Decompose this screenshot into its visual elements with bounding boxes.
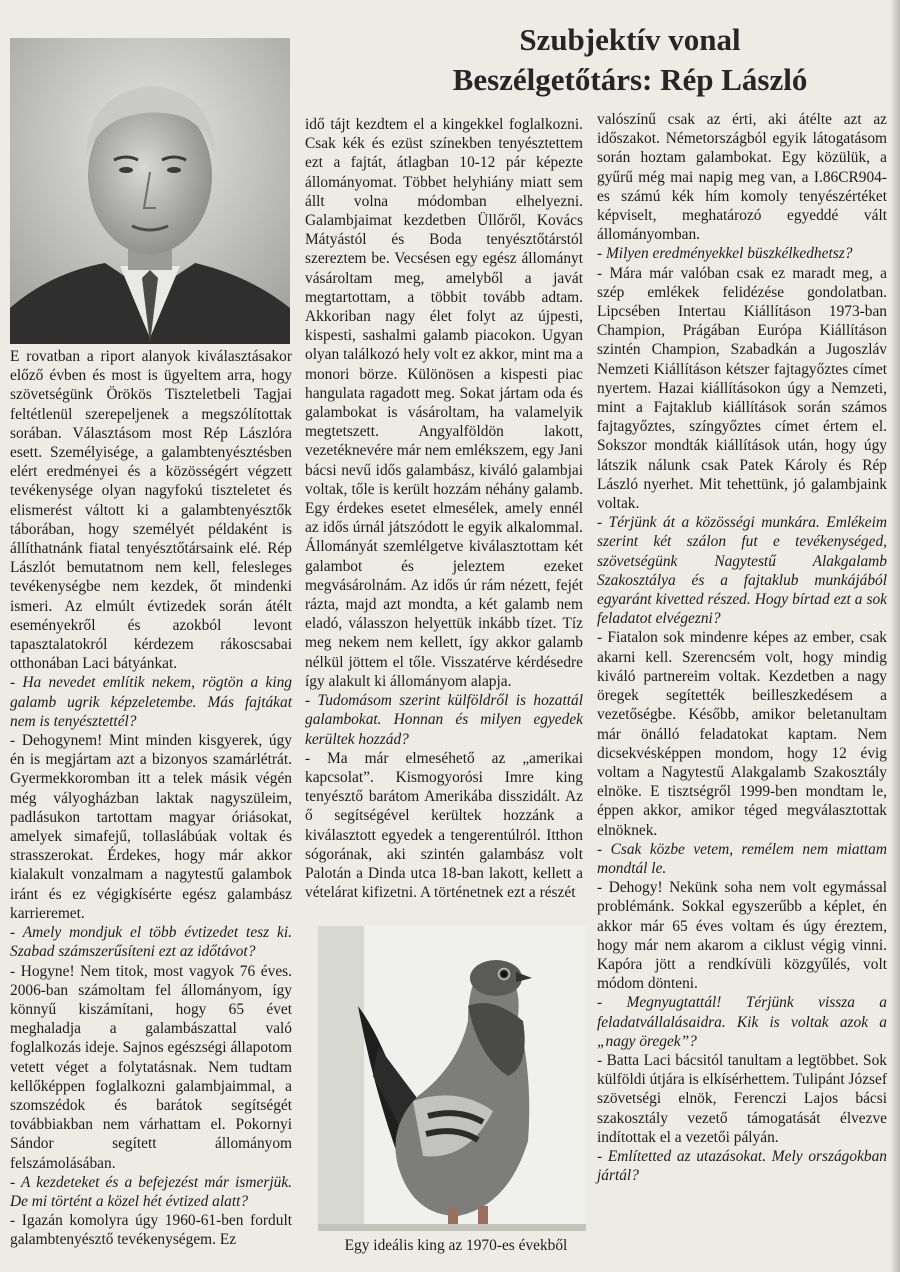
interview-question: - A kezdeteket és a befejezést már ismerjük. De mi történt a közel hét évtized alatt? bbox=[10, 1173, 292, 1210]
page-edge-shadow bbox=[890, 0, 900, 1272]
interview-answer: - Hogyne! Nem titok, most vagyok 76 éves. 2006-ban számoltam fel állományom, így könnyű kiszámítani, hogy 65 évet meghaladja a galambászattal való foglalkozás ideje. Sajnos egészségi állapotom vetett véget a folytatásnak. Nem tudtam kellőképpen foglalkozni galambjaimmal, a szomszédok és barátok segítségét továbbiakban nem várhattam el. Pokornyi Sándor segített állományom felszámolásában. bbox=[10, 962, 292, 1172]
article-title bbox=[380, 20, 880, 100]
interview-question: - Megnyugtattál! Térjünk vissza a feladatvállalásaidra. Kik is voltak azok a „nagy öregek”? bbox=[597, 994, 887, 1050]
pigeon-photo bbox=[318, 926, 586, 1231]
article-column-1 bbox=[10, 347, 292, 1250]
article-column-2 bbox=[305, 115, 583, 902]
interview-answer: - Fiatalon sok mindenre képes az ember, csak akarni kell. Szerencsém volt, hogy mindig kiváló partnereim voltak. Kezdetben a nagy öregek segítették beilleszkedésem a vezetőségbe. Később, amikor beletanultam már önálló feladatokat kaptam. Nem dicsekvésképpen mondom, hogy 12 évig voltam a Nagytestű Alakgalamb Szakosztály elnöke. E tisztségről 1999-ben mondtam le, éppen akkor, amikor téged megválasztottak elnöknek. bbox=[597, 629, 887, 839]
title-line-2: Beszélgetőtárs: Rép László bbox=[452, 62, 808, 97]
interview-question: - Tudomásom szerint külföldről is hozattál galambokat. Honnan és milyen egyedek kerültek hozzád? bbox=[305, 692, 583, 748]
interview-question: - Milyen eredményekkel büszkélkedhetsz? bbox=[597, 245, 853, 263]
pigeon-illustration bbox=[318, 926, 586, 1231]
portrait-illustration bbox=[10, 38, 290, 344]
interview-question: - Térjünk át a közösségi munkára. Emlékeim szerint két szálon fut e tevékenységed, szövetségünk Nagytestű Alakgalamb Szakosztálya és a fajtaklub munkájából egyaránt kivetted részed. Hogy bírtad ezt a sok feladatot elvégezni? bbox=[597, 514, 887, 628]
interview-question: - Csak közbe vetem, remélem nem miattam mondtál le. bbox=[597, 840, 887, 877]
intro-paragraph: E rovatban a riport alanyok kiválasztásakor előző évben és most is ügyeltem arra, hogy szövetségünk Örökös Tiszteletbeli Tagjai feltétlenül szerepeljenek a megszólítottak sorában. Választásom most Rép Lászlóra esett. Személyisége, a galambtenyésztésben elért eredményei és a közösségért végzett tevékenysége olyan nagyfokú tiszteletet és elismerést váltott ki a galambtenyésztők táborában, hogy személyét példaként is állíthatnánk fiatal tenyésztőtársaink elé. Rép Lászlót bemutatnom nem kell, felesleges tevékenységbe nem kezdek, őt mindenki ismeri. Az elmúlt évtizedek során átélt eseményekről és azokból levont tapasztalatokról kérdezem rákoscsabai otthonában Laci bátyánkat. bbox=[10, 348, 292, 673]
interview-question: - Amely mondjuk el több évtizedet tesz ki. Szabad számszerűsíteni ezt az időtávot? bbox=[10, 924, 292, 961]
interview-question: - Ha nevedet említik nekem, rögtön a king galamb ugrik képzeletembe. Más fajtákat nem is tenyésztettél? bbox=[10, 674, 292, 730]
interview-answer: - Igazán komolyra úgy 1960-61-ben fordult galambtenyésztő tevékenységem. Ez bbox=[10, 1212, 292, 1249]
portrait-photo bbox=[10, 38, 290, 344]
interview-answer: valószínű csak az érti, aki átélte azt az időszakot. Németországból egyik látogatásom során hoztam galambokat. Egy közülük, a gyűrű még mai napig meg van, a I.86CR904-es számú kék hím komoly tenyészértéket képviselt, meghatározó egyeddé vált állományomban. bbox=[597, 111, 887, 244]
interview-answer: - Dehogy! Nekünk soha nem volt egymással problémánk. Sokkal egyszerűbb a képlet, én akkor már 65 éves voltam és úgy éreztem, hogy már nem akarom a ciklust végig vinni. Kapóra jött a rendkívüli közgyűlés, volt módom dönteni. bbox=[597, 879, 887, 993]
photo-caption: Egy ideális king az 1970-es évekből bbox=[344, 1237, 568, 1254]
interview-answer: - Ma már elmeséhető az „amerikai kapcsolat”. Kismogyorósi Imre king tenyésztő barátom Amerikába disszidált. Az ő segítségével kerültek hozzánk a kiválasztott egyedek a tengerentúlról. Itthon sógorának, aki szintén galambász volt Palotán a Dinda utca 18-ban lakott, kellett a vételárat kifizetni. A történetnek ezt a részét bbox=[305, 749, 583, 902]
interview-answer: - Batta Laci bácsitól tanultam a legtöbbet. Sok külföldi útjára is elkísérhettem. Tulipánt József szövetségi elnök, Ferenczi Lajos bácsi szakosztály vezető támogatását élvezve indítottak el a vezetői pályán. bbox=[597, 1051, 887, 1146]
interview-answer: idő tájt kezdtem el a kingekkel foglalkozni. Csak kék és ezüst színekben tenyésztettem ezt a fajtát, átlagban 10-12 pár képezte állományomat. Többet helyhiány miatt sem állt volna módomban elhelyezni. Galambjaimat kezdetben Üllőről, Kovács Mátyástól és Boda tenyésztőtárstól szereztem be. Vecsésen egy egész állományt vásároltam meg, amelyből a javát megtartottam, a többit tovább adtam. Akkoriban nagy élet folyt az újpesti, kispesti, sashalmi galamb piacokon. Ugyan olyan találkozó hely volt ez akkor, mint ma a monori börze. Különösen a kispesti piac hangulata ragadott meg. Sokat jártam oda és galambokat is vásároltam, ha valamelyik megtetszett. Angyalföldön lakott, vezetéknevére már nem emlékszem, egy Jani bácsi nevű idős galambász, kiváló galambjai voltak, tőle is került hozzám néhány galamb. Egy érdekes esetet elmesélek, amely ennél az idős úrnál játszódott le egyik alkalommal. Állományát szemlélgetve kiválasztottam két galambot és jeleztem ezeket megvásárolnám. Az idős úr rám nézett, fejét rázta, majd azt mondta, a két galamb nem eladó, válasszon helyettük inkább tízet. Tíz meg nekem nem kellett, így akkor galamb nélkül jöttem el tőle. Visszatérve kérdésedre így alakult ki állományom alapja. bbox=[305, 116, 583, 690]
article-column-3 bbox=[597, 110, 887, 1185]
interview-answer: - Mára már valóban csak ez maradt meg, a szép emlékek felidézése gondolatban. Lipcsében Intertau Kiállításon 1973-ban Champion, Prágában Európa Kiállításon szintén Champion, Szabadkán a Jugoszláv Nemzeti Kiállításon kétszer fajtagyőztes címet nyertem. Hazai kiállításokon úgy a Nemzeti, mint a Fajtaklub kiállítások során számos fajtagyőztes, színgyőztes címet értem el. Sokszor mondták kiállítások után, hogy úgy látszik nálunk csak Patek Károly és Rép László nyerhet. Mit tehettünk, jó galambjaink voltak. bbox=[597, 264, 887, 513]
interview-question: - Említetted az utazásokat. Mely országokban jártál? bbox=[597, 1147, 887, 1185]
interview-answer: - Dehogynem! Mint minden kisgyerek, úgy én is megjártam azt a bizonyos szamárlétrát. Gyermekkoromban itt a telek másik végén még vályogházban laktak nagyszüleim, padlásukon tartottam magyar óriásokat, amelyek simafejű, tollaslábúak voltak és strasszerokat. Érdekes, hogy már akkor kialakult vonzalmam a nagytestű galambok iránt és ez végigkísérte egész galambász karrieremet. bbox=[10, 732, 292, 922]
title-line-1: Szubjektív vonal bbox=[519, 22, 741, 57]
